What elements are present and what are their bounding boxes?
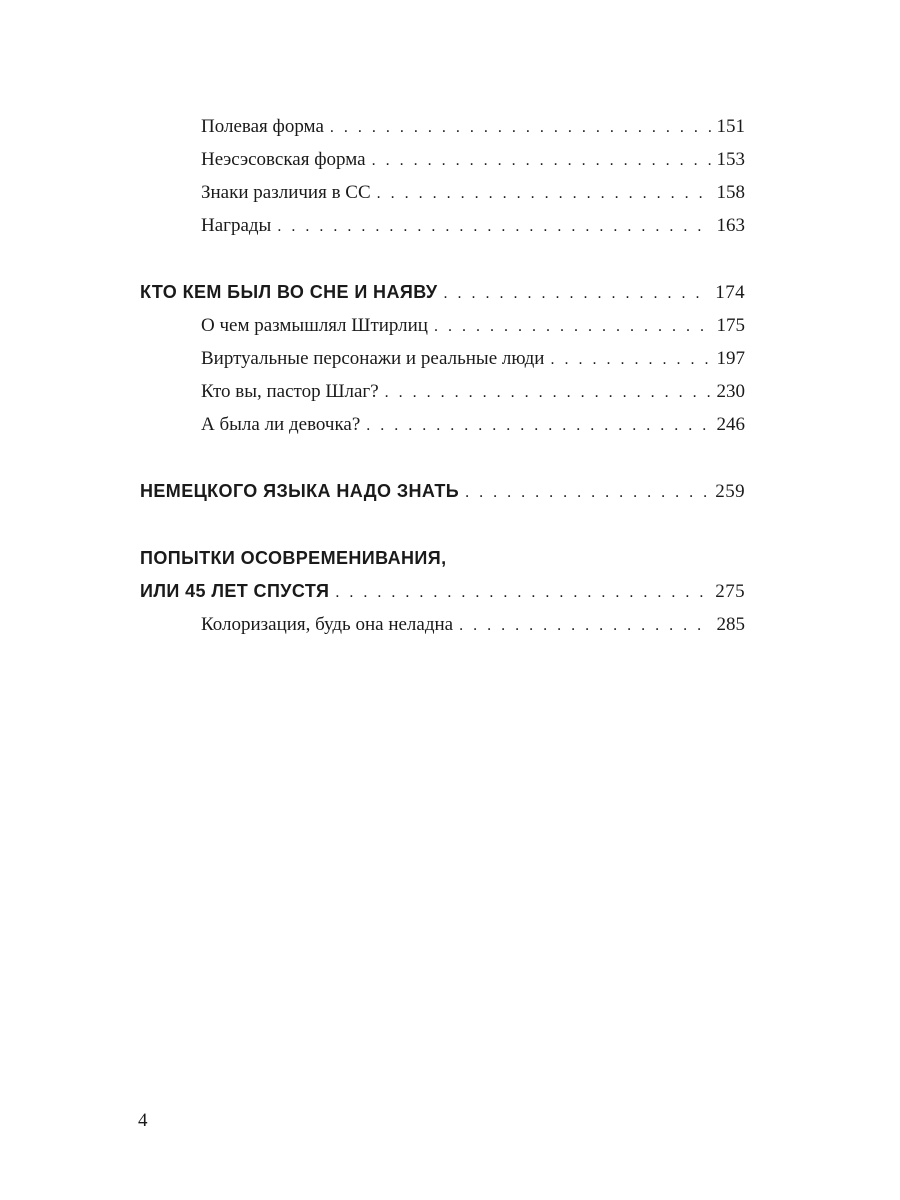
toc-entry-title: Знаки различия в СС — [201, 182, 371, 203]
toc-entry-page: 153 — [716, 149, 745, 170]
toc-entry-title: Награды — [201, 215, 272, 236]
toc-entry-page: 158 — [716, 182, 745, 203]
dot-leader — [335, 576, 709, 609]
toc-entry — [140, 342, 745, 375]
section-gap — [140, 508, 745, 542]
dot-leader — [366, 409, 710, 442]
dot-leader — [330, 111, 711, 144]
toc-entry — [140, 209, 745, 242]
toc-chapter-title: КТО КЕМ БЫЛ ВО СНЕ И НАЯВУ — [140, 282, 438, 302]
toc-entry-page: 175 — [716, 315, 745, 336]
dot-leader — [465, 476, 709, 509]
toc-chapter-page: 259 — [715, 481, 745, 502]
toc-entry-title: Виртуальные персонажи и реальные люди — [201, 348, 545, 369]
toc-chapter — [140, 276, 745, 309]
dot-leader — [372, 144, 711, 177]
toc-entry — [140, 608, 745, 641]
toc-chapter-title-line1: ПОПЫТКИ ОСОВРЕМЕНИВАНИЯ, — [140, 548, 447, 568]
page-number: 4 — [138, 1110, 148, 1131]
toc-entry — [140, 375, 745, 408]
toc-chapter-title: НЕМЕЦКОГО ЯЗЫКА НАДО ЗНАТЬ — [140, 481, 460, 501]
toc-chapter — [140, 575, 745, 608]
toc-chapter — [140, 475, 745, 508]
toc-entry-page: 230 — [716, 381, 745, 402]
dot-leader — [377, 177, 711, 210]
toc-entry — [140, 408, 745, 441]
dot-leader — [459, 609, 710, 642]
toc-chapter-page: 174 — [715, 282, 745, 303]
toc-entry-title: Кто вы, пастор Шлаг? — [201, 381, 379, 402]
toc-entry-title: Неэсэсовская форма — [201, 149, 366, 170]
dot-leader — [277, 210, 710, 243]
toc-entry-page: 246 — [716, 414, 745, 435]
toc-entry — [140, 110, 745, 143]
dot-leader — [385, 376, 711, 409]
toc-entry-title: Колоризация, будь она неладна — [201, 614, 454, 635]
section-gap — [140, 441, 745, 475]
toc-entry — [140, 176, 745, 209]
toc-entry-page: 163 — [716, 215, 745, 236]
toc-entry-title: А была ли девочка? — [201, 414, 361, 435]
toc-entry-page: 151 — [716, 116, 745, 137]
toc-chapter-title-line2: ИЛИ 45 ЛЕТ СПУСТЯ — [140, 581, 330, 601]
dot-leader — [550, 343, 710, 376]
dot-leader — [444, 277, 710, 310]
toc-entry-title: Полевая форма — [201, 116, 324, 137]
section-gap — [140, 242, 745, 276]
table-of-contents — [140, 110, 745, 641]
toc-entry — [140, 309, 745, 342]
toc-chapter-page: 275 — [715, 581, 745, 602]
toc-entry-page: 197 — [716, 348, 745, 369]
toc-entry — [140, 143, 745, 176]
toc-entry-title: О чем размышлял Штирлиц — [201, 315, 428, 336]
toc-entry-page: 285 — [716, 614, 745, 635]
dot-leader — [434, 310, 711, 343]
